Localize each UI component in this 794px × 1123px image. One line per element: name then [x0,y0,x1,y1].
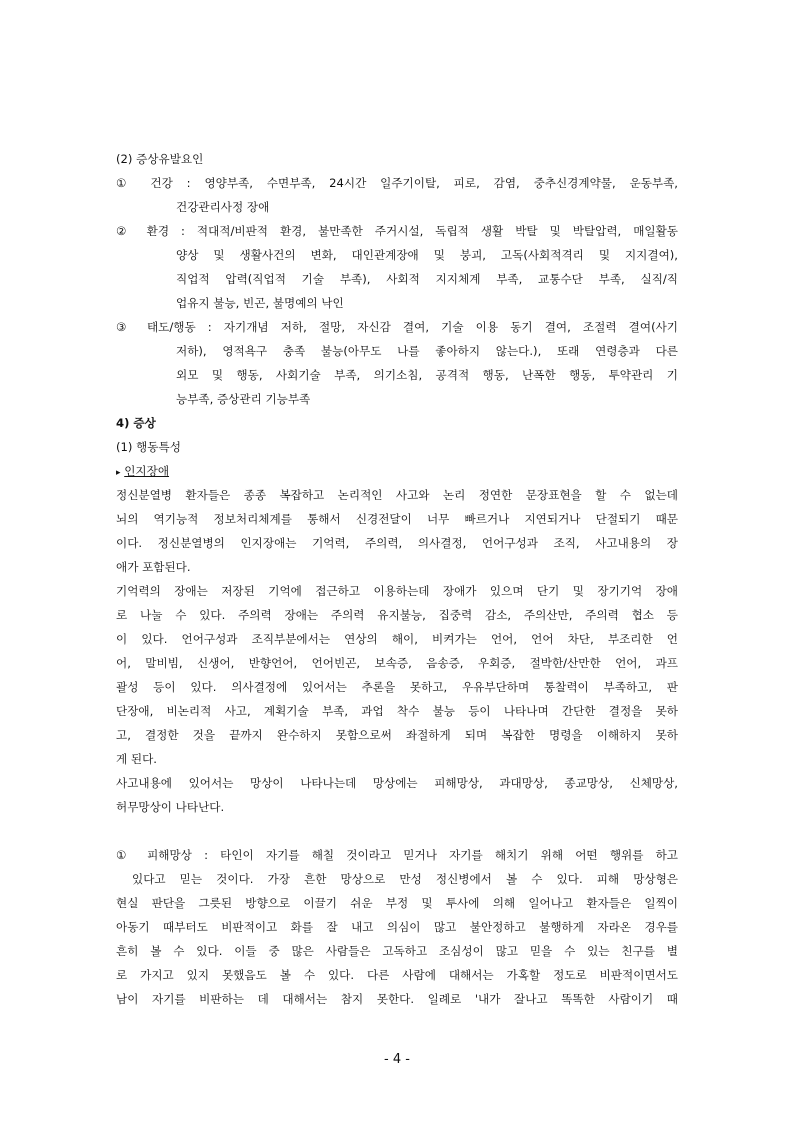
paragraph-line: 단장애, 비논리적 사고, 계획기술 부족, 과업 착수 불능 등이 나타나며 간단한 결정을 못하 [116,704,678,718]
paragraph-line: 로 가지고 있지 못했음도 볼 수 있다. 다른 사람에 대해서는 가혹할 정도로 비판적이면서도 [116,968,678,982]
page-number: - 4 - [384,1052,410,1067]
cause-attitude-line: 외모 및 행동, 사회기술 부족, 의기소침, 공격적 행동, 난폭한 행동, 투약관리 기 [176,368,678,382]
persecution-delusion-first-line: ① 피해망상 : 타인이 자기를 해칠 것이라고 믿거나 자기를 해치기 위해 어떤 행위를 하고 [116,848,678,862]
cause-health: ① 건강 : 영양부족, 수면부족, 24시간 일주기이탈, 피로, 감염, 중추신경계약물, 운동부족, [116,176,678,190]
paragraph-line: 정신분열병 환자들은 종종 복잡하고 논리적인 사고와 논리 정연한 문장표현을 할 수 없는데 [116,488,678,502]
paragraph-line: 기억력의 장애는 저장된 기억에 접근하고 이용하는데 장애가 있으며 단기 및 장기기억 장애 [116,584,678,598]
paragraph-line: 사고내용에 있어서는 망상이 나타나는데 망상에는 피해망상, 과대망상, 종교망상, 신체망상, [116,776,678,790]
cause-attitude: ③ 태도/행동 : 자기개념 저하, 절망, 자신감 결여, 기술 이용 동기 결여, 조절력 결여(사기 [116,320,678,334]
cause-attitude-line: 저하), 영적욕구 충족 불능(아무도 나를 좋아하지 않는다.), 또래 연령층과 다른 [176,344,678,358]
paragraph-line: 로 나눌 수 있다. 주의력 장애는 주의력 유지불능, 집중력 감소, 주의산만, 주의력 협소 등 [116,608,678,622]
paragraph-line: 현실 판단을 그릇된 방향으로 이끌기 쉬운 부정 및 투사에 의해 일어나고 환자들은 일찍이 [116,896,678,910]
paragraph-line: 애가 포함된다. [116,560,191,574]
section-heading-causes [116,152,203,166]
paragraph-line: 이다. 정신분열병의 인지장애는 기억력, 주의력, 의사결정, 언어구성과 조직, 사고내용의 장 [116,536,678,550]
paragraph-line: 괄성 등이 있다. 의사결정에 있어서는 추론을 못하고, 우유부단하며 통찰력이 부족하고, 판 [116,680,678,694]
section-heading-text: (2) 증상유발요인 [116,152,204,166]
cause-environment-line: 업유지 불능, 빈곤, 불명예의 낙인 [176,296,344,310]
cause-environment-line: 양상 및 생활사건의 변화, 대인관계장애 및 붕괴, 고독(사회적격리 및 지지결여), [176,248,678,262]
paragraph-line: 아동기 때부터도 비판적이고 화를 잘 내고 의심이 많고 불안정하고 불행하게 자라온 경우를 [116,920,678,934]
section-heading-symptoms: 4) 증상 [116,416,156,430]
cause-health-cont: 건강관리사정 장애 [176,200,270,214]
cause-environment-line: 직업적 압력(직업적 기술 부족), 사회적 지지체계 부족, 교통수단 부족, 실직/직 [176,272,678,286]
cause-environment: ② 환경 : 적대적/비판적 환경, 불만족한 주거시설, 독립적 생활 박탈 및 박탈압력, 매일활동 [116,224,678,238]
paragraph-line: 뇌의 역기능적 정보처리체계를 통해서 신경전달이 너무 빠르거나 지연되거나 단절되기 때문 [116,512,678,526]
cognitive-impairment-heading [116,464,169,480]
paragraph-line: 허무망상이 나타난다. [116,800,225,814]
paragraph-line: 남이 자기를 비판하는 데 대해서는 참지 못한다. 일례로 '내가 잘나고 똑똑한 사람이기 때 [116,992,678,1006]
cause-attitude-line: 능부족, 증상관리 기능부족 [176,392,311,406]
subsection-heading-behavior: (1) 행동특성 [116,440,181,454]
bullet-icon: ▸ [116,468,121,478]
paragraph-line: 어, 말비빔, 신생어, 반향언어, 언어빈곤, 보속증, 음송증, 우회증, 절박한/산만한 언어, 과프 [116,656,678,670]
paragraph-line: 게 된다. [116,752,157,766]
cognitive-heading-text: 인지장애 [124,464,170,478]
paragraph-line: 흔히 볼 수 있다. 이들 중 많은 사람들은 고독하고 조심성이 많고 믿을 수 있는 친구를 별 [116,944,678,958]
paragraph-line: 있다고 믿는 것이다. 가장 흔한 망상으로 만성 정신병에서 볼 수 있다. 피해 망상형은 [132,872,678,886]
paragraph-line: 고, 결정한 것을 끝까지 완수하지 못함으로써 좌절하게 되며 복잡한 명령을 이해하지 못하 [116,728,678,742]
paragraph-line: 이 있다. 언어구성과 조직부분에서는 연상의 해이, 비켜가는 언어, 언어 차단, 부조리한 언 [116,632,678,646]
